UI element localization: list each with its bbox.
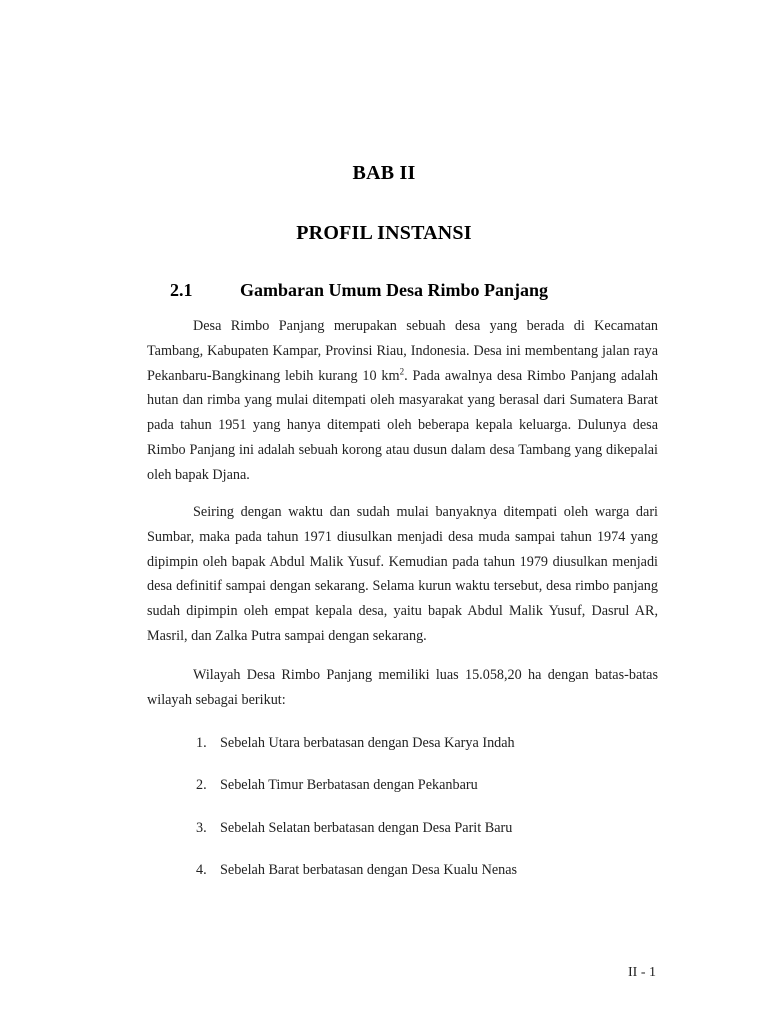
list-item — [196, 820, 512, 837]
paragraph-text: Wilayah Desa Rimbo Panjang memiliki luas 15.058,20 ha dengan batas-batas wilayah sebagai berikut: — [147, 667, 658, 708]
list-item-number: 4. — [196, 862, 207, 878]
list-item-text: Sebelah Timur Berbatasan dengan Pekanbaru — [220, 777, 478, 793]
chapter-title: PROFIL INSTANSI — [296, 222, 472, 244]
list-item-text: Sebelah Selatan berbatasan dengan Desa Parit Baru — [220, 820, 513, 836]
list-item-text: Sebelah Utara berbatasan dengan Desa Karya Indah — [220, 735, 515, 751]
paragraph-text — [147, 314, 658, 488]
list-item — [196, 735, 515, 752]
list-item — [196, 777, 478, 794]
page-number: II - 1 — [628, 965, 656, 980]
list-item-text: Sebelah Barat berbatasan dengan Desa Kualu Nenas — [220, 862, 518, 878]
paragraph-history-intro — [147, 314, 658, 488]
paragraph-village-leaders — [147, 500, 658, 649]
superscript-area-unit: 2 — [399, 365, 405, 376]
paragraph-area-boundaries — [147, 663, 658, 713]
paragraph-text-part-2: . Pada awalnya desa Rimbo Panjang adalah hutan dan rimba yang mulai ditempati oleh masyarakat yang berasal dari Sumatera Barat pada tahun 1951 yang hanya ditempati oleh beberapa kepala keluarga. Dulunya desa Rimbo Panjang ini adalah sebuah korong atau dusun dalam desa Tambang yang dikepalai oleh bapak Djana. — [147, 367, 658, 483]
list-item-number: 1. — [196, 735, 207, 751]
list-item — [196, 862, 517, 879]
section-title: Gambaran Umum Desa Rimbo Panjang — [240, 280, 549, 300]
chapter-label: BAB II — [352, 162, 416, 184]
paragraph-text-part-1: Desa Rimbo Panjang merupakan sebuah desa yang berada di Kecamatan Tambang, Kabupaten Kampar, Provinsi Riau, Indonesia. Desa ini membentang jalan raya Pekanbaru-Bangkinang lebih kurang 10 km — [147, 318, 658, 384]
list-item-number: 2. — [196, 777, 207, 793]
list-item-number: 3. — [196, 820, 207, 836]
section-number: 2.1 — [170, 280, 193, 300]
paragraph-text: Seiring dengan waktu dan sudah mulai banyaknya ditempati oleh warga dari Sumbar, maka pada tahun 1971 diusulkan menjadi desa muda sampai tahun 1974 yang dipimpin oleh bapak Abdul Malik Yusuf. Kemudian pada tahun 1979 diusulkan menjadi desa definitif sampai dengan sekarang. Selama kurun waktu tersebut, desa rimbo panjang sudah dipimpin oleh empat kepala desa, yaitu bapak Abdul Malik Yusuf, Dasrul AR, Masril, dan Zalka Putra sampai dengan sekarang. — [147, 504, 658, 644]
section-heading — [170, 280, 548, 301]
